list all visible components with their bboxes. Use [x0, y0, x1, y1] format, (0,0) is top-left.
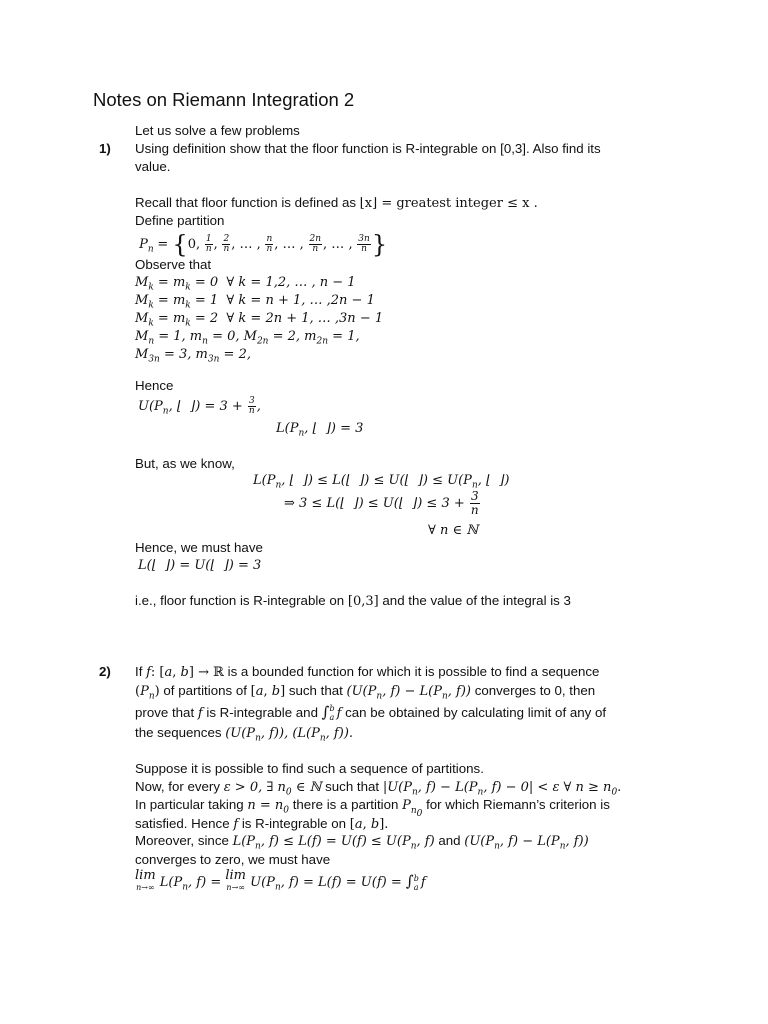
floor-definition: ⌊x⌋ = greatest integer ≤ x . [359, 196, 538, 211]
solution-line1: Suppose it is possible to find such a sequence of partitions. [135, 761, 484, 776]
solution-line3: In particular taking $n = n_0$ there is a partition $P_{n_0}$ for which Riemann’s criterion is [135, 797, 610, 819]
problem-1-number: 1) [99, 141, 111, 156]
solution-line2: Now, for every ε > 0, ∃ $n_0$ ∈ ℕ such that $|U(P_n$, $f) - L(P_n$, f) − 0| < ε ∀ $n \ge n_0$. [135, 779, 622, 798]
recall-text: Recall that floor function is defined as [135, 195, 357, 210]
observation-2: $M_k = m_k = 1$ ∀ k = n + 1, … ,2n − 1 [135, 293, 375, 311]
integral-equality: L(⌊ ⌋) = U(⌊ ⌋) = 3 [138, 558, 262, 573]
text: such that [288, 683, 343, 698]
but-label: But, as we know, [135, 456, 235, 471]
lower-sum: $L(P_n$, ⌊ ⌋) = 3 [276, 421, 364, 439]
bound-inequality: ⇒ 3 ≤ L(⌊ ⌋) ≤ U(⌊ ⌋) ≤ 3 + $\frac{3}{n}$ [284, 489, 479, 517]
solution-line5: Moreover, since $L(P_n$, $f) \le L(f) = U(f) \le U(P_n$, f) and ($U(P_n$, $f) - L(P_n$, f)) [135, 833, 589, 852]
problem-2-line3: prove that f is R-integrable and ∫ b a f can be obtained by calculating limit of any of [135, 703, 607, 723]
text: of partitions of [163, 683, 247, 698]
page-title: Notes on Riemann Integration 2 [93, 89, 355, 110]
text: is R-integrable on [241, 816, 347, 831]
text: the sequences [135, 725, 222, 740]
problem-1-statement-line2: value. [135, 159, 171, 174]
text: In particular taking [135, 797, 244, 812]
text: converges to 0, then [474, 683, 596, 698]
text: can be obtained by calculating limit of any of [345, 705, 607, 720]
text: satisfied. Hence [135, 816, 230, 831]
conclusion-text-b: and the value of the integral is 3 [382, 593, 571, 608]
observation-4: $M_n = 1$, $m_n = 0$, $M_{2n} = 2$, $m_{2n} = 1$, [135, 329, 360, 347]
conclusion-text-a: i.e., floor function is R-integrable on [135, 593, 345, 608]
limit-equation: lim n→∞ $L(P_n$, f) = lim n→∞ $U(P_n$, f) = L(f) = U(f) = ∫ b a f [135, 868, 426, 893]
recall-line [135, 194, 538, 213]
text: for which Riemann’s criterion is [426, 797, 610, 812]
solution-line4: satisfied. Hence f is R-integrable on [a, b]. [135, 816, 389, 832]
problem-1-statement-line1: Using definition show that the floor function is R-integrable on [0,3]. Also find its [135, 141, 601, 156]
hence-label-2: Hence, we must have [135, 540, 263, 555]
forall-n: ∀ n ∈ ℕ [428, 523, 479, 538]
hence-label-1: Hence [135, 378, 174, 393]
upper-sum: $U(P_n$, ⌊ ⌋) = 3 + $\frac{3}{n}$ , [138, 396, 261, 417]
intro-text: Let us solve a few problems [135, 123, 300, 138]
text: Now, for every [135, 779, 220, 794]
text: Moreover, since [135, 833, 229, 848]
observe-label: Observe that [135, 257, 212, 272]
observation-5: $M_{3n} = 3$, $m_{3n} = 2$, [135, 347, 251, 365]
define-partition-label: Define partition [135, 213, 225, 228]
observation-3: $M_k = m_k = 2$ ∀ k = 2n + 1, … ,3n − 1 [135, 311, 384, 329]
problem-2-line2: $(P_n)$ of partitions of [a, b] such that ($U(P_n$, $f) - L(P_n$, f)) converges to 0, then [135, 683, 596, 702]
conclusion-interval: [0,3] [347, 594, 379, 609]
text: such that [325, 779, 380, 794]
partition-formula: $P_n = \{0$, $\frac{1}{n}$ , $\frac{2}{n}$ , … , $\frac{n}{n}$ , … , $\frac{2n}{n}$ , … , $\frac{3n}{n}$ } [135, 230, 388, 259]
text: there is a partition [292, 797, 399, 812]
problem-2-number: 2) [99, 664, 111, 679]
solution-line6: converges to zero, we must have [135, 852, 331, 867]
sum-inequality: $L(P_n$, ⌊ ⌋) ≤ L(⌊ ⌋) ≤ U(⌊ ⌋) ≤ $U(P_n$, ⌊ ⌋) [253, 473, 510, 491]
text: If [135, 664, 143, 679]
problem-2-line1: If f: [a, b] → ℝ is a bounded function for which it is possible to find a sequence [135, 664, 600, 680]
observation-1: $M_k = m_k = 0$ ∀ k = 1,2, … , n − 1 [135, 275, 356, 293]
text: prove that [135, 705, 195, 720]
conclusion-line [135, 592, 571, 611]
problem-2-line4: the sequences ($U(P_n$, f)), ($L(P_n$, f)). [135, 725, 354, 744]
text: and [438, 833, 461, 848]
text: is R-integrable and [206, 705, 318, 720]
text: is a bounded function for which it is possible to find a sequence [227, 664, 600, 679]
